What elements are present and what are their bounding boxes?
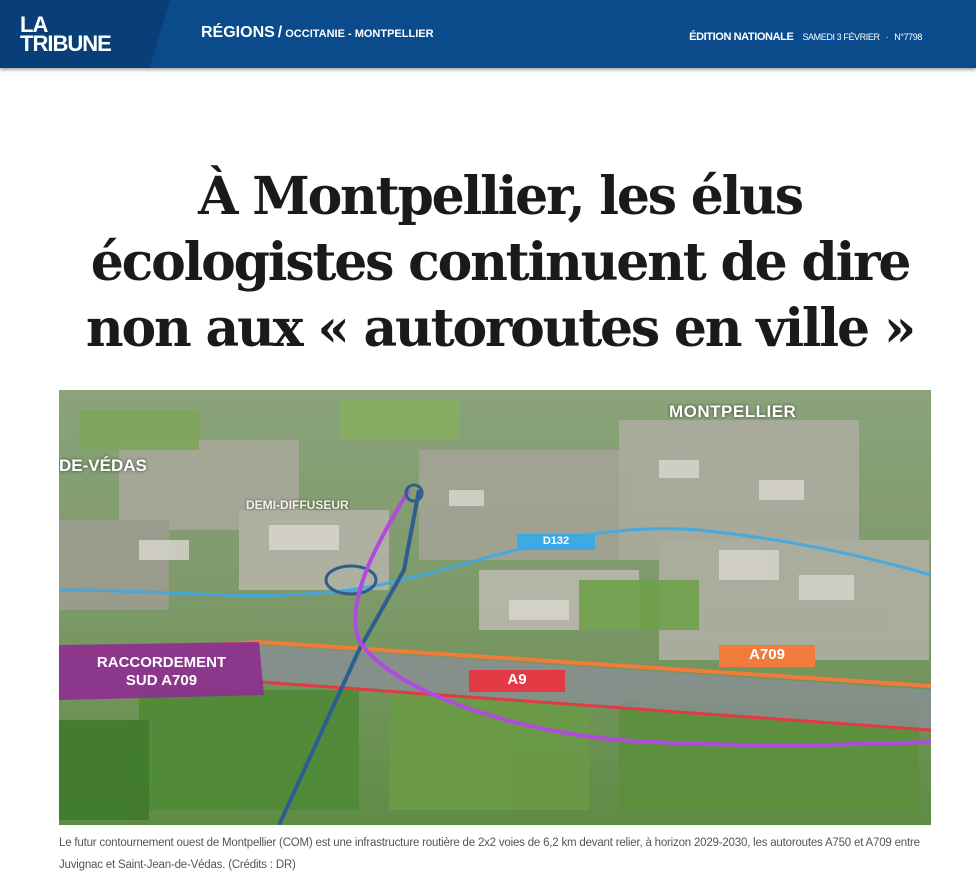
map-tag-d132: D132: [542, 535, 570, 547]
image-caption: Le futur contournement ouest de Montpellier (COM) est une infrastructure routière de 2x2 voies de 6,2 km devant relier, à horizon 2029-2030, les autoroutes A750 et A709 entre Juvignac et Saint-Jean-de-Védas. (Crédits : DR): [59, 837, 920, 871]
aerial-map-illustration: [59, 390, 931, 825]
site-header: [0, 0, 976, 68]
breadcrumb: [201, 24, 434, 42]
logo-line-2: TRIBUNE: [20, 31, 111, 56]
breadcrumb-subsection-link[interactable]: OCCITANIE - MONTPELLIER: [285, 28, 434, 40]
article-image: [59, 390, 931, 825]
map-tag-a709: A709: [749, 646, 785, 663]
map-label-montpellier: MONTPELLIER: [669, 402, 797, 421]
issue-number: N°7798: [894, 32, 922, 42]
map-tag-raccordement: [59, 654, 264, 690]
breadcrumb-separator: /: [277, 24, 283, 41]
breadcrumb-section-link[interactable]: RÉGIONS: [201, 24, 275, 41]
raccordement-line-1: RACCORDEMENT: [96, 654, 227, 671]
map-label-interchange: DEMI-DIFFUSEUR: [246, 498, 349, 512]
edition-separator: ·: [885, 32, 889, 42]
edition-date: SAMEDI 3 FÉVRIER: [802, 32, 880, 42]
map-label-town: DE-VÉDAS: [59, 456, 147, 475]
raccordement-line-2: SUD A709: [125, 672, 198, 689]
map-tag-a9: A9: [507, 671, 527, 688]
article-title: À Montpellier, les élus écologistes continuent de dire non aux « autoroutes en ville »: [85, 166, 915, 359]
edition-link[interactable]: ÉDITION NATIONALE: [689, 31, 794, 43]
logo-line-1: LA: [20, 12, 48, 37]
edition-info: [689, 27, 922, 45]
site-logo[interactable]: [20, 12, 111, 56]
